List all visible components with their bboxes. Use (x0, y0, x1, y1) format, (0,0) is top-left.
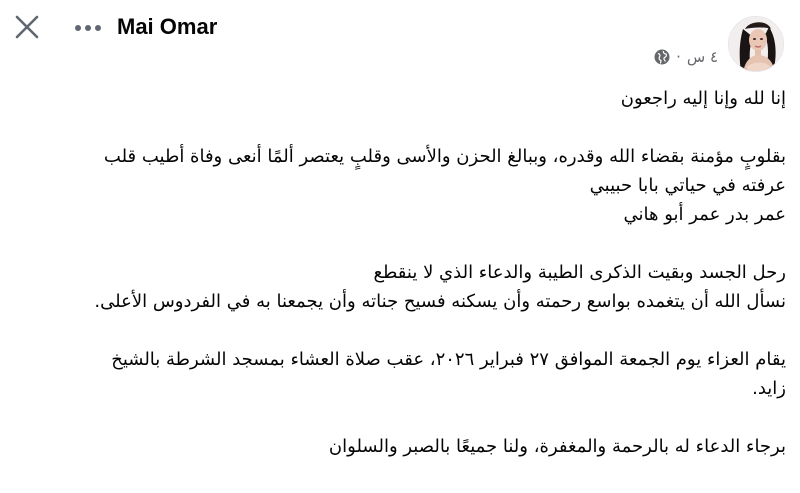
post-paragraph-3 (20, 258, 786, 316)
post-line: رحل الجسد وبقيت الذكرى الطيبة والدعاء الذي لا ينقطع (373, 262, 786, 283)
post-meta (654, 46, 718, 68)
post-line: يقام العزاء يوم الجمعة الموافق ٢٧ فبراير ٢٠٢٦، عقب صلاة العشاء بمسجد الشرطة بالشيخ (111, 349, 786, 370)
post-line: زايد. (752, 378, 786, 399)
post-line: بقلوبٍ مؤمنة بقضاء الله وقدره، وببالغ الحزن والأسى وقلبٍ يعتصر ألمًا أنعى وفاة أطيب قلب (103, 146, 786, 167)
post-text (20, 84, 786, 461)
close-icon (14, 14, 40, 40)
post-time[interactable]: ٤ س (686, 48, 718, 66)
post-line: عرفته في حياتي بابا حبيبي (589, 175, 786, 196)
post-line: إنا لله وإنا إليه راجعون (620, 88, 786, 109)
post-line: نسأل الله أن يتغمده بواسع رحمته وأن يسكنه فسيح جناته وأن يجمعنا به في الفردوس الأعلى. (94, 291, 786, 312)
paragraph-gap (20, 403, 786, 432)
paragraph-gap (20, 113, 786, 142)
paragraph-gap (20, 229, 786, 258)
post-paragraph-2 (20, 142, 786, 229)
close-button[interactable] (10, 10, 44, 44)
globe-icon[interactable] (654, 49, 670, 65)
more-dots-icon (74, 24, 102, 32)
paragraph-gap (20, 316, 786, 345)
author-name[interactable]: Mai Omar (117, 14, 218, 39)
post-paragraph-1 (20, 84, 786, 113)
meta-separator: · (676, 48, 681, 66)
post-line: عمر بدر عمر أبو هاني (623, 204, 786, 225)
avatar[interactable] (728, 16, 784, 72)
post-header (0, 0, 800, 80)
post-paragraph-4 (20, 345, 786, 403)
avatar-image (729, 17, 784, 72)
post-line: برجاء الدعاء له بالرحمة والمغفرة، ولنا جميعًا بالصبر والسلوان (328, 436, 786, 457)
more-options-button[interactable] (72, 14, 104, 42)
post-paragraph-5 (20, 432, 786, 461)
